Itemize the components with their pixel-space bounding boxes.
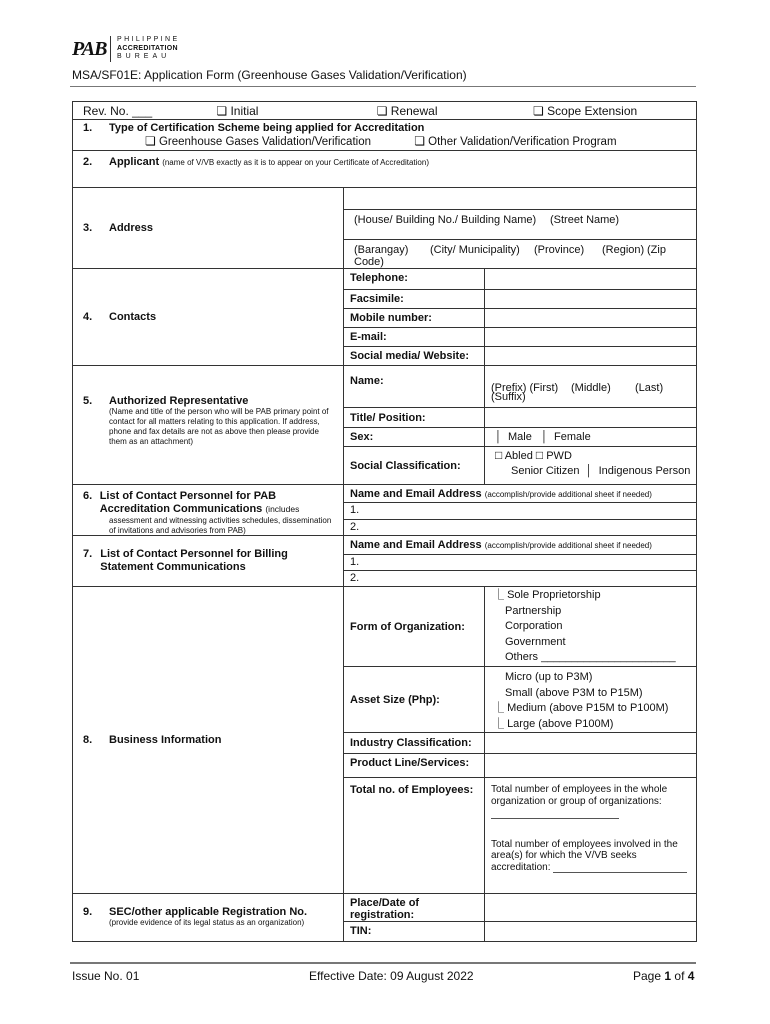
prefix-first-hint: (Prefix) (First) bbox=[491, 382, 559, 394]
section-5-label bbox=[73, 366, 344, 485]
page-indicator bbox=[633, 969, 694, 983]
pab-contact-row-2[interactable]: 2. bbox=[344, 519, 697, 535]
region-hint: (Region) bbox=[602, 244, 645, 256]
pab-logo-mark: PAB bbox=[72, 38, 107, 60]
document-title: MSA/SF01E: Application Form (Greenhouse Gases Validation/Verification) bbox=[72, 68, 467, 82]
employees-whole-blank[interactable] bbox=[491, 807, 619, 819]
org-option-corporation[interactable]: Corporation bbox=[505, 620, 563, 632]
page-total: 4 bbox=[687, 969, 695, 983]
checkbox-icon[interactable]: ❏ bbox=[216, 104, 228, 118]
address-line-1-input[interactable] bbox=[344, 188, 697, 210]
section-number: 6. bbox=[83, 490, 93, 502]
mobile-input[interactable] bbox=[485, 309, 697, 328]
email-label: E-mail: bbox=[344, 328, 485, 347]
renewal-option[interactable] bbox=[377, 104, 530, 118]
contact-head bbox=[344, 485, 697, 503]
section-9-label bbox=[73, 894, 344, 942]
email-input[interactable] bbox=[485, 328, 697, 347]
other-program-option[interactable] bbox=[414, 136, 616, 148]
page-number: 1 bbox=[664, 969, 672, 983]
checkbox-icon[interactable]: ❏ bbox=[414, 134, 425, 148]
tin-input[interactable] bbox=[485, 922, 697, 942]
last-hint: (Last) bbox=[635, 382, 664, 394]
city-hint: (City/ Municipality) bbox=[430, 244, 520, 256]
fax-input[interactable] bbox=[485, 290, 697, 309]
section-3-title: Address bbox=[109, 222, 154, 234]
initial-label: Initial bbox=[230, 104, 259, 118]
section-6-label bbox=[73, 485, 344, 536]
applicant-note: (name of V/VB exactly as it is to appear on your Certificate of Accreditation) bbox=[162, 158, 429, 167]
section-5-title: Authorized Representative bbox=[109, 395, 249, 407]
title-position-label: Title/ Position: bbox=[344, 408, 485, 428]
asset-medium-label: Medium (above P15M to P100M) bbox=[507, 702, 669, 714]
ghg-option[interactable] bbox=[145, 134, 411, 148]
contact-head-note: (accomplish/provide additional sheet if needed) bbox=[484, 490, 652, 499]
abled-label: Abled bbox=[504, 450, 533, 462]
asset-option-medium[interactable] bbox=[493, 701, 696, 717]
section-number: 3. bbox=[83, 222, 93, 234]
issue-number: Issue No. 01 bbox=[72, 969, 140, 983]
barangay-hint: (Barangay) bbox=[354, 244, 409, 256]
tin-label: TIN: bbox=[344, 922, 485, 942]
zip-hint: (Zip Code) bbox=[354, 244, 666, 268]
fax-label: Facsimile: bbox=[344, 290, 485, 309]
senior-option[interactable] bbox=[511, 465, 579, 477]
sex-options bbox=[485, 428, 697, 447]
title-position-input[interactable] bbox=[485, 408, 697, 428]
org-option-others[interactable]: Others ______________________ bbox=[505, 651, 676, 663]
contact-head-label: Name and Email Address bbox=[350, 488, 482, 500]
billing-contact-row-2[interactable]: 2. bbox=[344, 571, 697, 587]
senior-label: Senior Citizen bbox=[511, 465, 580, 477]
renewal-label: Renewal bbox=[390, 104, 438, 118]
section-3-label bbox=[73, 188, 344, 269]
section-6-title-suffix: (includes bbox=[265, 504, 300, 514]
page-prefix: Page bbox=[633, 969, 662, 983]
section-6-title: List of Contact Personnel for PAB Accreditation Communications bbox=[99, 490, 277, 515]
sex-label: Sex: bbox=[344, 428, 485, 447]
industry-label: Industry Classification: bbox=[344, 733, 485, 754]
footer-divider bbox=[70, 962, 696, 964]
pwd-label: PWD bbox=[546, 450, 572, 462]
province-hint: (Province) bbox=[534, 244, 585, 256]
authorized-rep-note: (Name and title of the person who will be PAB primary point of contact for all matters relating to this application. If address, phone and fax details are not as above then please provide them as an attachment) bbox=[109, 407, 329, 446]
section-number: 4. bbox=[83, 311, 93, 323]
section-2-title: Applicant bbox=[109, 156, 160, 168]
male-option[interactable]: │ Male bbox=[495, 431, 532, 443]
logo-line-2: ACCREDITATION bbox=[117, 44, 178, 52]
org-option-government[interactable]: Government bbox=[505, 635, 566, 648]
house-hint: (House/ Building No./ Building Name) bbox=[354, 214, 537, 226]
asset-option-large[interactable] bbox=[493, 717, 696, 733]
suffix-hint: (Suffix) bbox=[491, 391, 526, 403]
employees-label: Total no. of Employees: bbox=[344, 778, 485, 894]
other-program-label: Other Validation/Verification Program bbox=[428, 136, 617, 148]
initial-option[interactable] bbox=[216, 104, 373, 118]
section-number: 5. bbox=[83, 395, 93, 407]
billing-head bbox=[344, 536, 697, 555]
section-2[interactable] bbox=[73, 151, 697, 188]
section-1 bbox=[73, 120, 697, 151]
revision-row bbox=[73, 102, 697, 120]
scope-option[interactable] bbox=[533, 104, 637, 118]
telephone-label: Telephone: bbox=[344, 269, 485, 290]
section-number: 8. bbox=[83, 734, 93, 746]
female-option[interactable]: │ Female bbox=[541, 431, 591, 443]
section-7-title: List of Contact Personnel for Billing Statement Communications bbox=[100, 548, 288, 573]
employees-whole-text: Total number of employees in the whole organization or group of organizations: bbox=[491, 784, 668, 807]
social-class-label: Social Classification: bbox=[344, 447, 485, 485]
product-label: Product Line/Services: bbox=[344, 754, 485, 778]
asset-size-options bbox=[485, 667, 697, 733]
mobile-label: Mobile number: bbox=[344, 309, 485, 328]
indigenous-option[interactable] bbox=[599, 465, 691, 477]
underline-mark-icon[interactable]: ⎿ bbox=[493, 589, 504, 601]
place-date-input[interactable] bbox=[485, 894, 697, 922]
checkbox-icon[interactable]: □ bbox=[495, 448, 503, 462]
employees-area-text: Total number of employees involved in the area(s) for which the V/VB seeks accreditation: bbox=[491, 839, 688, 874]
checkbox-icon[interactable]: □ bbox=[535, 448, 544, 462]
checkbox-icon[interactable]: ❏ bbox=[533, 104, 544, 118]
pab-contact-row-1[interactable]: 1. bbox=[344, 503, 697, 519]
pwd-option[interactable] bbox=[536, 450, 572, 462]
abled-option[interactable] bbox=[495, 450, 533, 462]
effective-date: Effective Date: 09 August 2022 bbox=[309, 969, 474, 983]
product-input[interactable] bbox=[485, 754, 697, 778]
female-label: Female bbox=[554, 431, 591, 443]
form-of-org-label: Form of Organization: bbox=[344, 587, 485, 667]
section-number: 2. bbox=[83, 156, 93, 168]
section-4-label bbox=[73, 269, 344, 366]
asset-large-label: Large (above P100M) bbox=[507, 717, 614, 730]
application-form-table bbox=[72, 101, 697, 942]
section-number: 9. bbox=[83, 906, 93, 918]
logo-line-3: BUREAU bbox=[117, 53, 171, 60]
billing-head-note: (accomplish/provide additional sheet if needed) bbox=[484, 541, 652, 550]
billing-head-label: Name and Email Address bbox=[350, 539, 482, 551]
pab-logo-text bbox=[110, 36, 180, 62]
logo-line-1: PHILIPPINE bbox=[117, 36, 180, 43]
social-class-options: □ Abled □ PWD Senior Citizen │ Indigenous Person bbox=[485, 447, 697, 485]
section-8-title: Business Information bbox=[109, 734, 222, 746]
billing-contact-row-1[interactable]: 1. bbox=[344, 555, 697, 571]
name-label: Name: bbox=[344, 366, 485, 408]
telephone-input[interactable] bbox=[485, 269, 697, 290]
address-line-2-input[interactable] bbox=[344, 210, 697, 240]
employees-area-blank[interactable] bbox=[553, 862, 687, 873]
section-9-note: (provide evidence of its legal status as an organization) bbox=[109, 918, 305, 927]
section-1-title: Type of Certification Scheme being applied for Accreditation bbox=[109, 122, 425, 134]
middle-hint: (Middle) bbox=[571, 382, 611, 394]
social-label: Social media/ Website: bbox=[344, 347, 485, 366]
section-4-title: Contacts bbox=[109, 311, 157, 323]
asset-size-label: Asset Size (Php): bbox=[344, 667, 485, 733]
rev-no-label: Rev. No. ___ bbox=[83, 104, 153, 118]
section-6-note: assessment and witnessing activities schedules, dissemination of invitations and advisories from PAB) bbox=[109, 516, 332, 535]
underline-mark-icon[interactable]: ⎿ bbox=[493, 717, 504, 730]
address-line-3-input[interactable] bbox=[344, 240, 697, 269]
ghg-label: Greenhouse Gases Validation/Verification bbox=[158, 136, 371, 148]
social-input[interactable] bbox=[485, 347, 697, 366]
form-of-org-options bbox=[485, 587, 697, 667]
street-hint: (Street Name) bbox=[550, 214, 620, 226]
name-input[interactable] bbox=[485, 366, 697, 408]
page-of: of bbox=[674, 969, 685, 983]
scope-label: Scope Extension bbox=[547, 104, 638, 118]
section-number: 7. bbox=[83, 548, 93, 560]
header-divider bbox=[70, 86, 696, 87]
section-number: 1. bbox=[83, 122, 93, 134]
section-7-label bbox=[73, 536, 344, 587]
section-9-title: SEC/other applicable Registration No. bbox=[109, 906, 308, 918]
section-8-label bbox=[73, 587, 344, 894]
industry-input[interactable] bbox=[485, 733, 697, 754]
org-option-partnership[interactable]: Partnership bbox=[505, 604, 562, 617]
checkbox-icon[interactable]: ❏ bbox=[145, 134, 156, 148]
asset-option-small[interactable]: Small (above P3M to P15M) bbox=[505, 686, 643, 699]
underline-mark-icon[interactable]: ⎿ bbox=[493, 702, 504, 714]
male-label: Male bbox=[508, 431, 532, 443]
org-option-sole[interactable] bbox=[493, 588, 696, 604]
employees-input[interactable] bbox=[485, 778, 697, 894]
place-date-label: Place/Date of registration: bbox=[344, 894, 485, 922]
asset-option-micro[interactable]: Micro (up to P3M) bbox=[505, 671, 593, 683]
checkbox-icon[interactable]: ❏ bbox=[376, 104, 388, 118]
indigenous-label: Indigenous Person bbox=[598, 465, 691, 477]
org-sole-label: Sole Proprietorship bbox=[507, 589, 601, 601]
